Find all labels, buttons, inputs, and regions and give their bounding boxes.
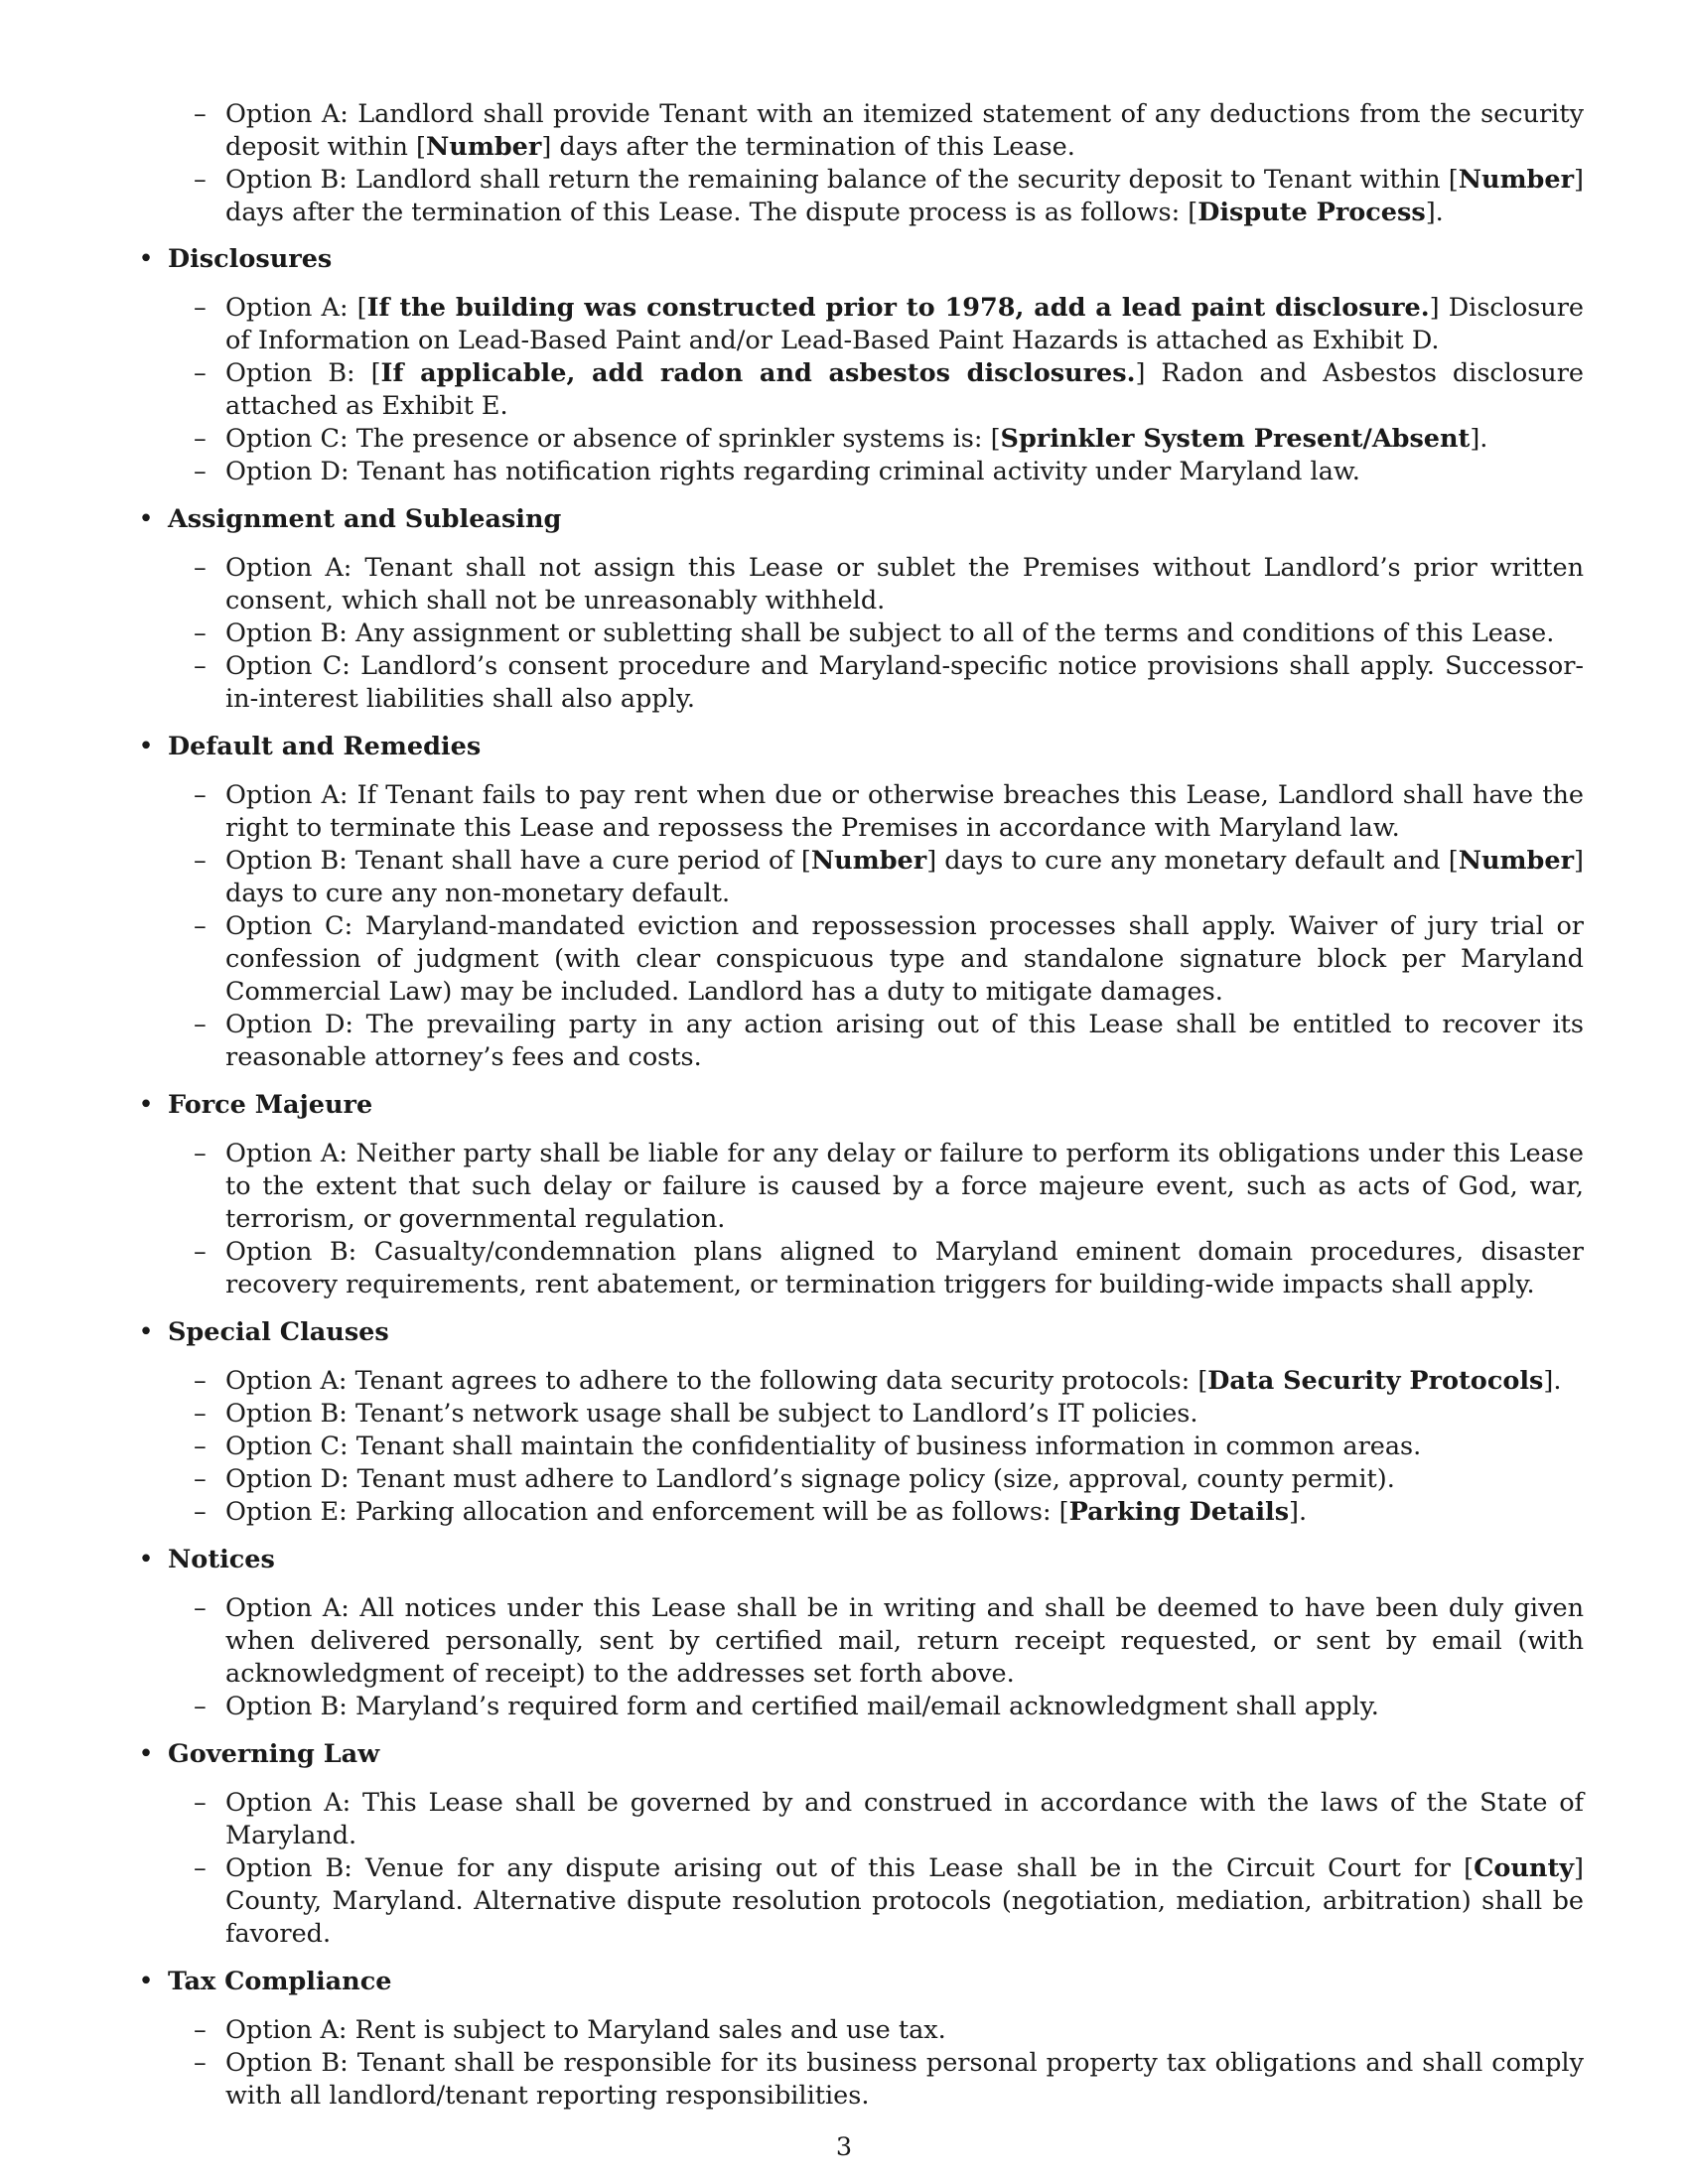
bullet-marker: •	[138, 1090, 154, 1120]
bullet-marker: •	[138, 504, 154, 534]
dash-marker: –	[194, 424, 207, 454]
section-tax-compliance	[134, 1966, 1584, 2113]
section-default-and-remedies	[134, 731, 1584, 1074]
option-text: Option B: [If applicable, add radon and asbestos disclosures.] Radon and Asbestos disclosure attached as Exhibit E.	[225, 358, 1584, 421]
section-heading: Disclosures	[168, 244, 333, 274]
option-c	[194, 1431, 1584, 1463]
security-deposit-options	[134, 98, 1584, 229]
dash-marker: –	[194, 553, 207, 583]
option-a	[194, 1138, 1584, 1236]
dash-marker: –	[194, 780, 207, 810]
option-a	[194, 552, 1584, 617]
section-heading: Default and Remedies	[168, 732, 482, 761]
option-list	[168, 2014, 1584, 2113]
dash-marker: –	[194, 1366, 207, 1396]
section-heading: Governing Law	[168, 1739, 380, 1769]
option-text: Option A: Rent is subject to Maryland sales and use tax.	[225, 2015, 946, 2045]
option-a	[194, 1592, 1584, 1691]
dash-marker: –	[194, 2048, 207, 2078]
option-list	[168, 292, 1584, 488]
bullet-marker: •	[138, 1545, 154, 1574]
dash-marker: –	[194, 293, 207, 323]
option-a	[194, 779, 1584, 845]
option-e	[194, 1496, 1584, 1529]
option-text: Option D: Tenant must adhere to Landlord’s signage policy (size, approval, county permit).	[225, 1464, 1395, 1494]
option-text: Option B: Tenant shall be responsible for its business personal property tax obligations and shall comply with all landlord/tenant reporting responsibilities.	[225, 2048, 1584, 2111]
option-b	[194, 357, 1584, 423]
option-list	[168, 1138, 1584, 1301]
section-heading: Assignment and Subleasing	[168, 504, 562, 534]
option-c	[194, 423, 1584, 456]
option-list	[168, 779, 1584, 1074]
dash-marker: –	[194, 2015, 207, 2045]
option-text: Option C: Tenant shall maintain the confidentiality of business information in common areas.	[225, 1432, 1422, 1461]
option-text: Option B: Casualty/condemnation plans aligned to Maryland eminent domain procedures, disaster recovery requirements, rent abatement, or termination triggers for building-wide impacts shall apply.	[225, 1237, 1584, 1299]
option-text: Option A: [If the building was constructed prior to 1978, add a lead paint disclosure.] Disclosure of Information on Lead-Based Paint and/or Lead-Based Paint Hazards is attached as Exhibit D.	[225, 293, 1584, 355]
option-c	[194, 910, 1584, 1009]
dash-marker: –	[194, 1497, 207, 1527]
dash-marker: –	[194, 1788, 207, 1818]
section-notices	[134, 1544, 1584, 1723]
option-list	[168, 552, 1584, 716]
option-d	[194, 1009, 1584, 1074]
option-d	[194, 1463, 1584, 1496]
section-disclosures	[134, 243, 1584, 488]
section-heading: Force Majeure	[168, 1090, 373, 1120]
option-c	[194, 650, 1584, 716]
dash-marker: –	[194, 846, 207, 876]
option-a	[194, 1787, 1584, 1852]
dash-marker: –	[194, 1464, 207, 1494]
option-text: Option B: Tenant shall have a cure period of [Number] days to cure any monetary default and [Number] days to cure any non-monetary default.	[225, 846, 1584, 908]
option-text: Option E: Parking allocation and enforcement will be as follows: [Parking Details].	[225, 1497, 1308, 1527]
section-force-majeure	[134, 1089, 1584, 1301]
option-text: Option A: If Tenant fails to pay rent when due or otherwise breaches this Lease, Landlord shall have the right to terminate this Lease and repossess the Premises in accordance with Maryland law.	[225, 780, 1584, 843]
section-heading: Notices	[168, 1545, 275, 1574]
dash-marker: –	[194, 457, 207, 486]
option-a	[194, 292, 1584, 357]
dash-marker: –	[194, 1692, 207, 1721]
option-text: Option B: Any assignment or subletting shall be subject to all of the terms and conditions of this Lease.	[225, 618, 1555, 648]
option-text: Option B: Maryland’s required form and certified mail/email acknowledgment shall apply.	[225, 1692, 1379, 1721]
option-b	[194, 2047, 1584, 2113]
page-number: 3	[835, 2132, 853, 2162]
bullet-marker: •	[138, 732, 154, 761]
bullet-marker: •	[138, 1739, 154, 1769]
section-special-clauses	[134, 1316, 1584, 1529]
dash-marker: –	[194, 1237, 207, 1267]
section-assignment-and-subleasing	[134, 503, 1584, 716]
dash-marker: –	[194, 1010, 207, 1039]
option-text: Option D: The prevailing party in any action arising out of this Lease shall be entitled to recover its reasonable attorney’s fees and costs.	[225, 1010, 1584, 1072]
option-text: Option B: Landlord shall return the remaining balance of the security deposit to Tenant within [Number] days after the termination of this Lease. The dispute process is as follows: [Dispute Process].	[225, 165, 1584, 227]
lead-option-b	[194, 164, 1584, 229]
bullet-marker: •	[138, 1967, 154, 1996]
option-text: Option B: Venue for any dispute arising out of this Lease shall be in the Circuit Court for [County] County, Maryland. Alternative dispute resolution protocols (negotiation, mediation, arbitration) shall be favored.	[225, 1853, 1584, 1949]
option-text: Option A: Landlord shall provide Tenant with an itemized statement of any deductions from the security deposit within [Number] days after the termination of this Lease.	[225, 99, 1584, 162]
dash-marker: –	[194, 358, 207, 388]
dash-marker: –	[194, 1853, 207, 1883]
section-heading: Tax Compliance	[168, 1967, 392, 1996]
bullet-marker: •	[138, 1317, 154, 1347]
dash-marker: –	[194, 99, 207, 129]
option-text: Option D: Tenant has notification rights regarding criminal activity under Maryland law.	[225, 457, 1360, 486]
option-list	[168, 1592, 1584, 1723]
option-text: Option C: Maryland-mandated eviction and repossession processes shall apply. Waiver of jury trial or confession of judgment (with clear conspicuous type and standalone signature block per Maryland Commercial Law) may be included. Landlord has a duty to mitigate damages.	[225, 911, 1584, 1007]
option-text: Option A: Tenant shall not assign this Lease or sublet the Premises without Landlord’s prior written consent, which shall not be unreasonably withheld.	[225, 553, 1584, 615]
option-list	[168, 1365, 1584, 1529]
option-d	[194, 456, 1584, 488]
option-b	[194, 1691, 1584, 1723]
dash-marker: –	[194, 1399, 207, 1429]
option-a	[194, 2014, 1584, 2047]
dash-marker: –	[194, 165, 207, 195]
section-governing-law	[134, 1738, 1584, 1951]
option-b	[194, 845, 1584, 910]
dash-marker: –	[194, 1593, 207, 1623]
option-text: Option B: Tenant’s network usage shall be subject to Landlord’s IT policies.	[225, 1399, 1198, 1429]
clause-list	[134, 243, 1584, 2113]
dash-marker: –	[194, 618, 207, 648]
option-text: Option C: The presence or absence of sprinkler systems is: [Sprinkler System Present/Absent].	[225, 424, 1488, 454]
lead-option-a	[194, 98, 1584, 164]
option-list	[168, 1787, 1584, 1951]
section-heading: Special Clauses	[168, 1317, 389, 1347]
option-b	[194, 617, 1584, 650]
dash-marker: –	[194, 1432, 207, 1461]
option-b	[194, 1398, 1584, 1431]
bullet-marker: •	[138, 244, 154, 274]
dash-marker: –	[194, 911, 207, 941]
document-body	[134, 98, 1584, 2127]
option-text: Option C: Landlord’s consent procedure and Maryland-specific notice provisions shall apply. Successor-in-interest liabilities shall also apply.	[225, 651, 1584, 714]
option-b	[194, 1852, 1584, 1951]
option-a	[194, 1365, 1584, 1398]
dash-marker: –	[194, 1139, 207, 1168]
option-text: Option A: Tenant agrees to adhere to the following data security protocols: [Data Security Protocols].	[225, 1366, 1562, 1396]
option-text: Option A: Neither party shall be liable for any delay or failure to perform its obligations under this Lease to the extent that such delay or failure is caused by a force majeure event, such as acts of God, war, terrorism, or governmental regulation.	[225, 1139, 1584, 1234]
dash-marker: –	[194, 651, 207, 681]
option-text: Option A: This Lease shall be governed by and construed in accordance with the laws of the State of Maryland.	[225, 1788, 1584, 1850]
option-text: Option A: All notices under this Lease shall be in writing and shall be deemed to have been duly given when delivered personally, sent by certified mail, return receipt requested, or sent by email (with acknowledgment of receipt) to the addresses set forth above.	[225, 1593, 1584, 1689]
option-b	[194, 1236, 1584, 1301]
